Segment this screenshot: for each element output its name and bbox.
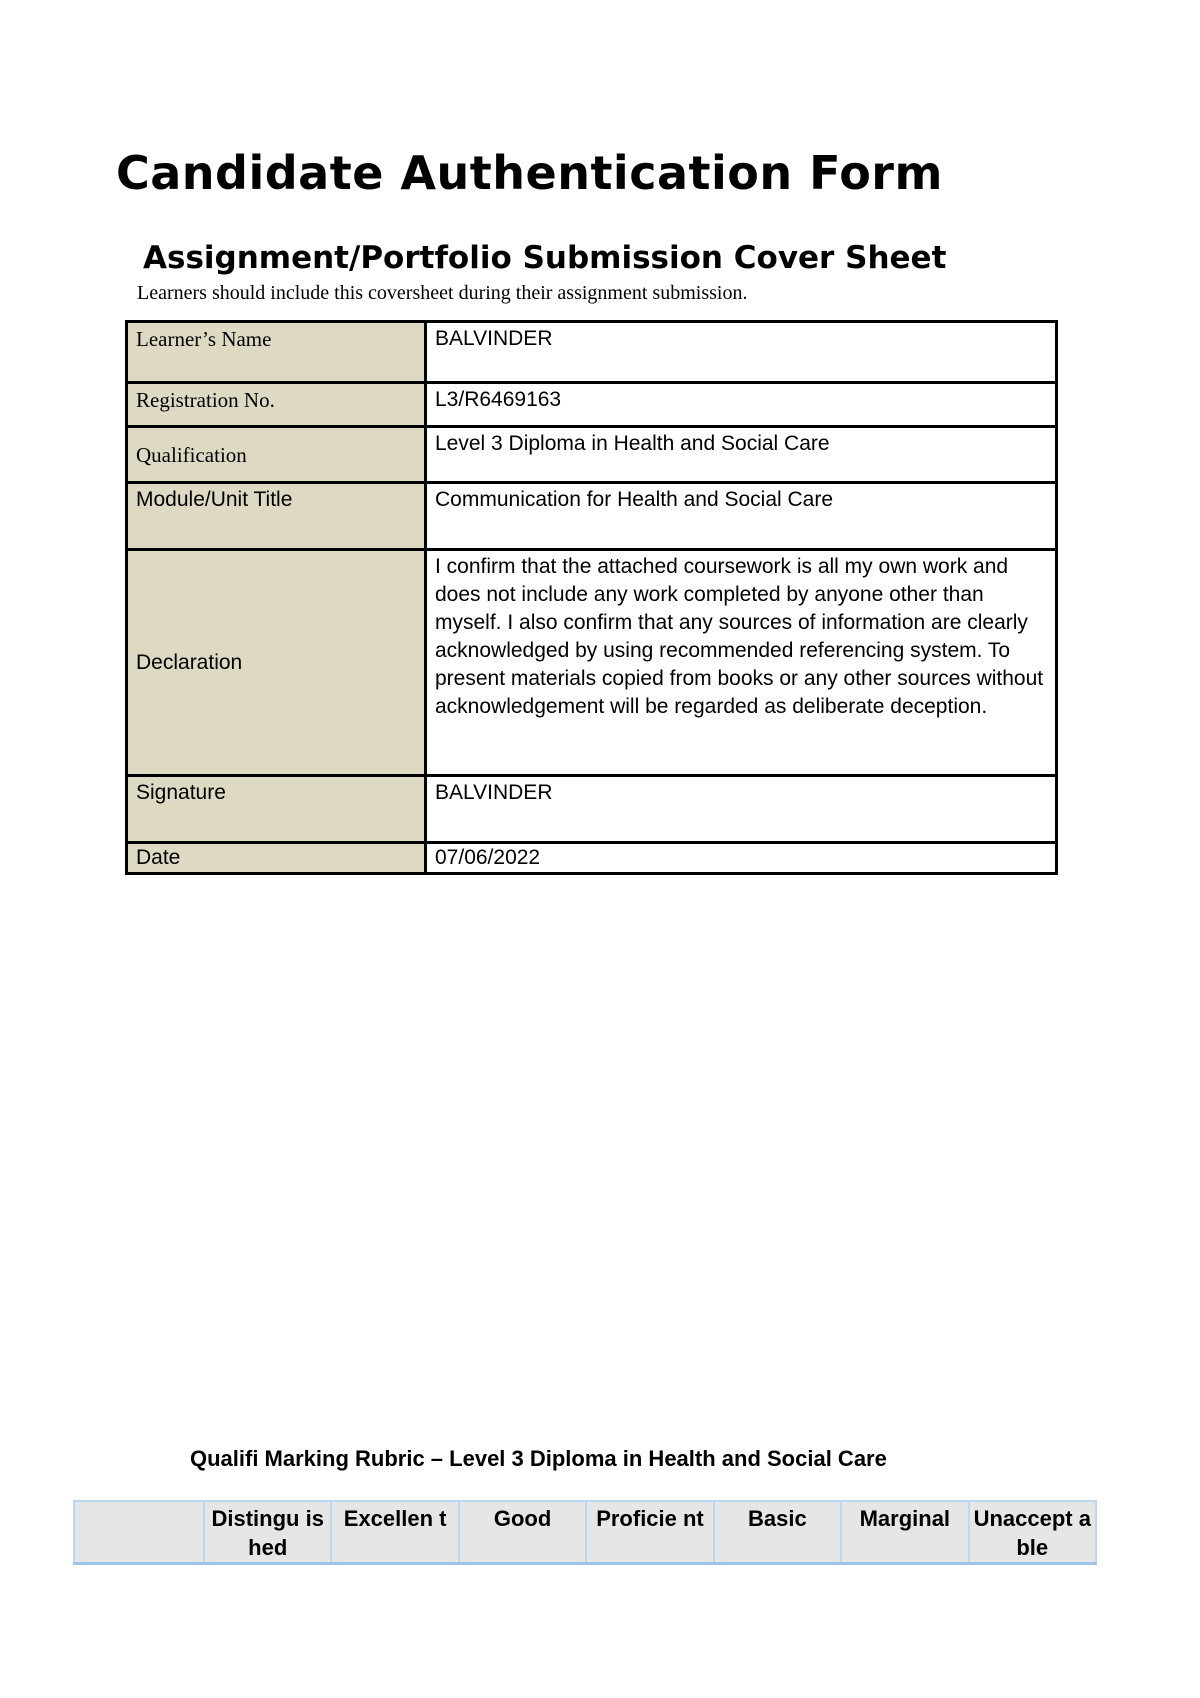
page-title: Candidate Authentication Form [116,146,943,200]
date-row [127,843,1057,874]
cover-sheet-instruction: Learners should include this coversheet during their assignment submission. [137,282,748,304]
rubric-header-good: Good [459,1501,586,1564]
qualification-row [127,427,1057,483]
qualification-label: Qualification [127,427,426,483]
declaration-text: I confirm that the attached coursework is all my own work and does not include any work completed by anyone other than myself. I also confirm that any sources of information are clearly acknowledged by using recommended referencing system. To present materials copied from books or any other sources without acknowledgement will be regarded as deliberate deception. [426,550,1057,776]
rubric-title: Qualifi Marking Rubric – Level 3 Diploma in Health and Social Care [190,1446,887,1471]
cover-sheet-table [125,320,1058,875]
rubric-header-unacceptable: Unaccept able [969,1501,1096,1564]
module-label: Module/Unit Title [127,483,426,550]
rubric-table [73,1500,1097,1565]
date-label: Date [127,843,426,874]
signature-value: BALVINDER [426,776,1057,843]
signature-row [127,776,1057,843]
rubric-header-basic: Basic [714,1501,841,1564]
declaration-label: Declaration [127,550,426,776]
registration-label: Registration No. [127,383,426,427]
rubric-header-proficient: Proficie nt [586,1501,713,1564]
rubric-header-marginal: Marginal [841,1501,968,1564]
date-value: 07/06/2022 [426,843,1057,874]
rubric-header-blank [74,1501,204,1564]
signature-label: Signature [127,776,426,843]
registration-value: L3/R6469163 [426,383,1057,427]
module-row [127,483,1057,550]
learner-name-value: BALVINDER [426,322,1057,383]
learner-name-label: Learner’s Name [127,322,426,383]
rubric-header-distinguished: Distingu ished [204,1501,331,1564]
declaration-row [127,550,1057,776]
cover-sheet-title: Assignment/Portfolio Submission Cover Sheet [143,240,947,276]
qualification-value: Level 3 Diploma in Health and Social Care [426,427,1057,483]
rubric-header-row [74,1501,1096,1564]
registration-row [127,383,1057,427]
learner-name-row [127,322,1057,383]
module-value: Communication for Health and Social Care [426,483,1057,550]
rubric-header-excellent: Excellen t [331,1501,458,1564]
